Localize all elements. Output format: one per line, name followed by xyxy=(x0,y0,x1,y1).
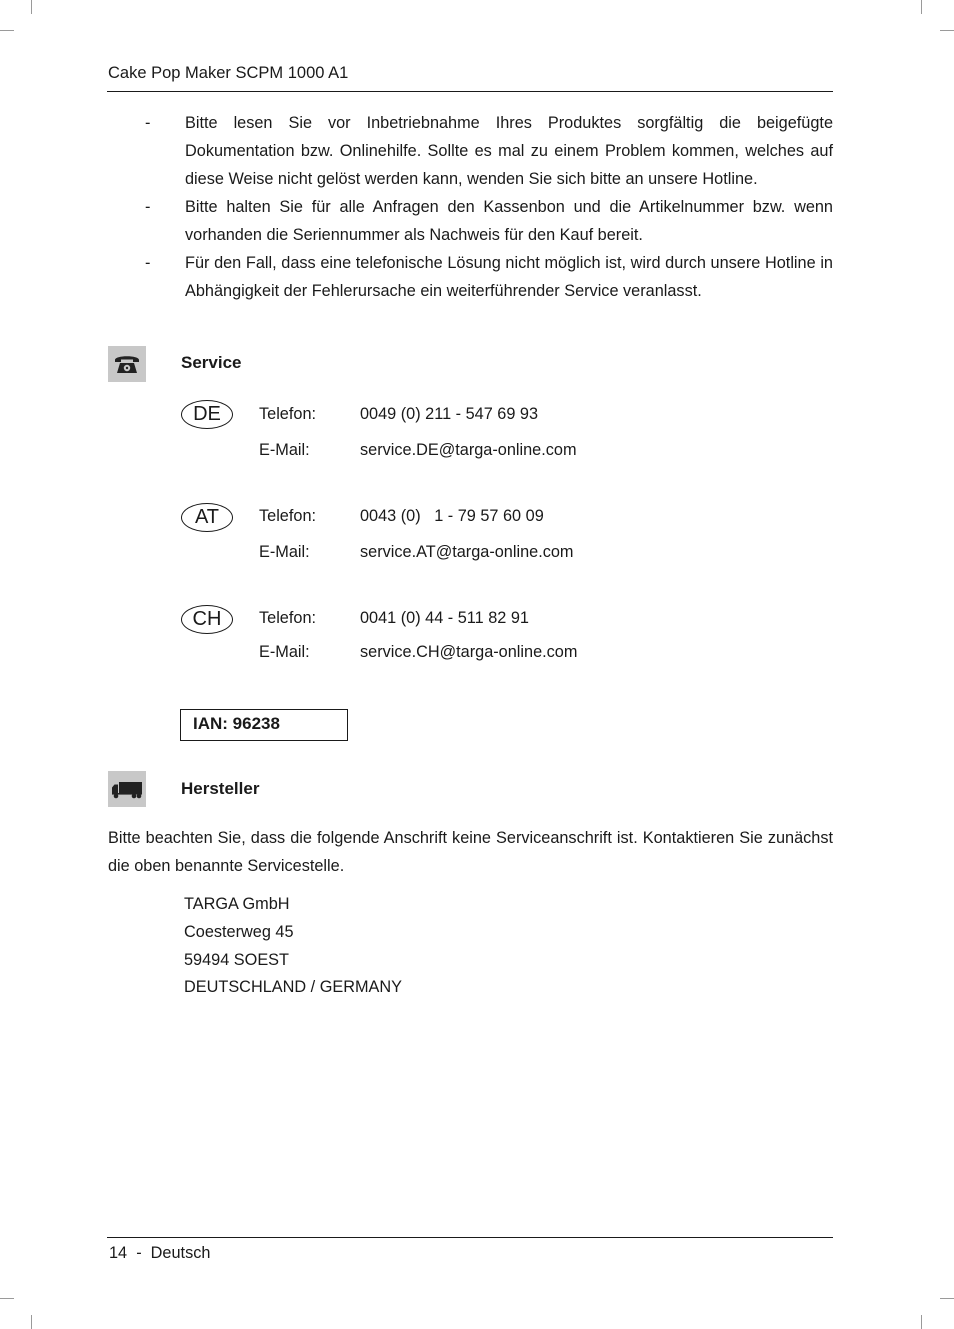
header-rule xyxy=(107,91,833,92)
crop-mark xyxy=(0,30,14,31)
crop-mark xyxy=(31,1315,32,1329)
manufacturer-address xyxy=(184,891,402,1002)
email-de: service.DE@targa-online.com xyxy=(360,441,577,459)
truck-icon xyxy=(108,771,146,807)
address-line: TARGA GmbH xyxy=(184,895,290,913)
address-line: Coesterweg 45 xyxy=(184,922,294,941)
footer-language: Deutsch xyxy=(150,1244,211,1262)
manufacturer-heading: Hersteller xyxy=(181,779,260,798)
bullet-dash: - xyxy=(145,254,151,272)
phone-label: Telefon: xyxy=(259,609,317,627)
crop-mark xyxy=(921,1315,922,1329)
phone-label: Telefon: xyxy=(259,507,317,525)
bullet-text: Bitte halten Sie für alle Anfragen den Kassenbon und die Artikelnummer bzw. wenn vorhanden die Seriennummer als Nachweis für den Kauf bereit. xyxy=(185,198,833,244)
page-header-title: Cake Pop Maker SCPM 1000 A1 xyxy=(108,64,349,82)
crop-mark xyxy=(31,0,32,14)
crop-mark xyxy=(921,0,922,14)
phone-label: Telefon: xyxy=(259,405,317,423)
ian-number: IAN: 96238 xyxy=(193,714,280,733)
list-item xyxy=(145,109,833,193)
service-heading: Service xyxy=(181,353,242,372)
telephone-icon xyxy=(108,346,146,382)
crop-mark xyxy=(940,30,954,31)
manufacturer-note: Bitte beachten Sie, dass die folgende Anschrift keine Serviceanschrift ist. Kontaktieren Sie zunächst die oben benannte Servicestelle. xyxy=(108,829,833,875)
bullet-dash: - xyxy=(145,198,151,216)
ian-box xyxy=(180,709,348,741)
phone-number-ch: 0041 (0) 44 - 511 82 91 xyxy=(360,609,529,627)
list-item xyxy=(145,193,833,249)
bullet-text: Für den Fall, dass eine telefonische Lösung nicht möglich ist, wird durch unsere Hotline in Abhängigkeit der Fehlerursache ein weiterführender Service veranlasst. xyxy=(185,254,833,300)
phone-number-de: 0049 (0) 211 - 547 69 93 xyxy=(360,405,539,423)
bullet-dash: - xyxy=(145,114,151,132)
country-badge-at: AT xyxy=(181,503,233,532)
email-label: E-Mail: xyxy=(259,643,310,661)
list-item xyxy=(145,249,833,305)
country-badge-ch: CH xyxy=(181,605,233,634)
footer-rule xyxy=(107,1237,833,1238)
crop-mark xyxy=(940,1298,954,1299)
page-number: 14 xyxy=(109,1244,128,1262)
footer-separator: - xyxy=(136,1244,142,1262)
email-at: service.AT@targa-online.com xyxy=(360,543,574,561)
page-footer xyxy=(109,1244,210,1263)
address-line: DEUTSCHLAND / GERMANY xyxy=(184,978,403,997)
crop-mark xyxy=(0,1298,14,1299)
notice-list xyxy=(145,109,833,305)
email-label: E-Mail: xyxy=(259,441,310,459)
bullet-text: Bitte lesen Sie vor Inbetriebnahme Ihres Produktes sorgfältig die beigefügte Dokumentation bzw. Onlinehilfe. Sollte es mal zu einem Problem kommen, welches auf diese Weise nicht gelöst werden kann, wenden Sie sich bitte an unsere Hotline. xyxy=(185,114,833,188)
country-badge-de: DE xyxy=(181,400,233,429)
address-line: 59494 SOEST xyxy=(184,950,289,969)
email-ch: service.CH@targa-online.com xyxy=(360,643,578,661)
phone-number-at: 0043 (0) 1 - 79 57 60 09 xyxy=(360,507,544,525)
email-label: E-Mail: xyxy=(259,543,310,561)
